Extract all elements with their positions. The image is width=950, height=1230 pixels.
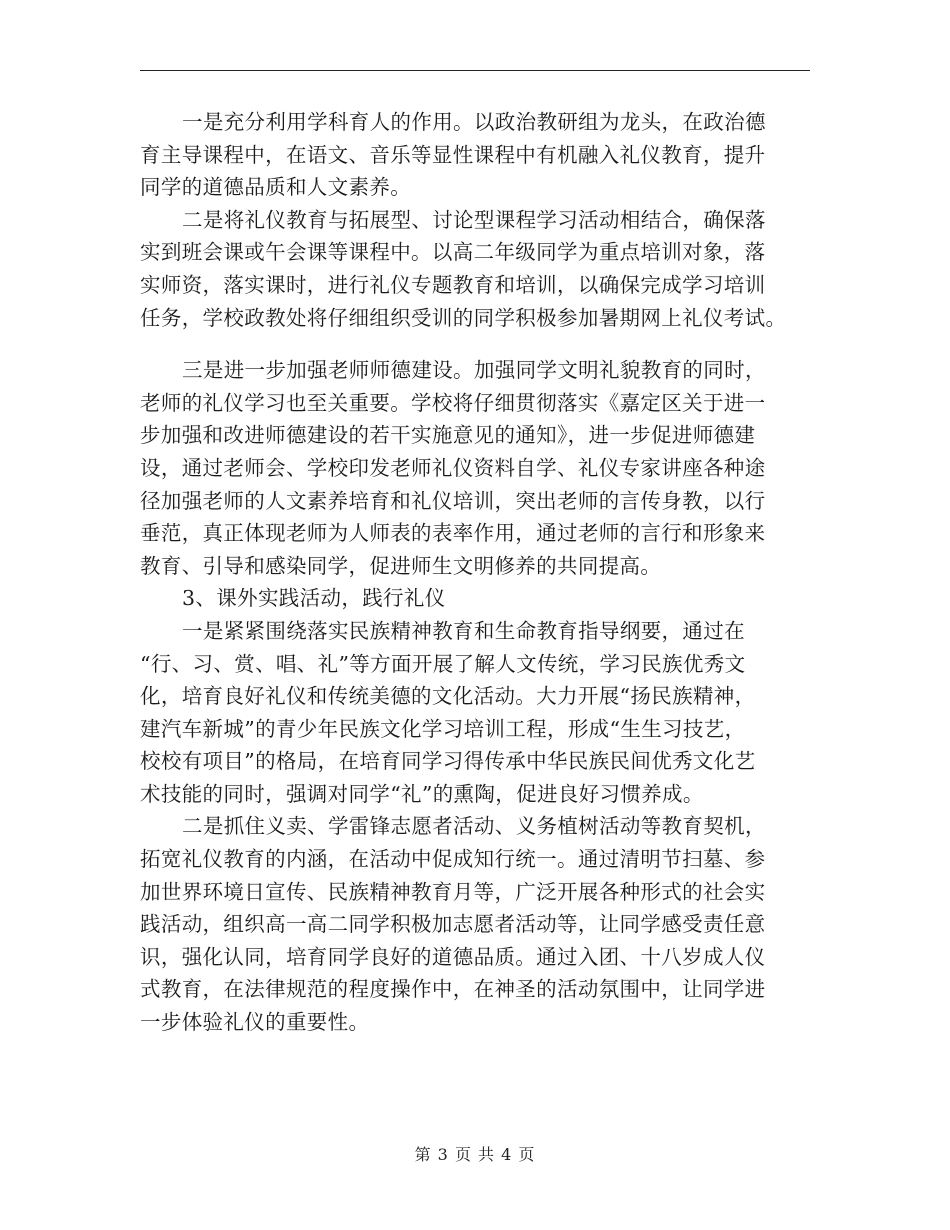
page-number-footer: 第 3 页 共 4 页	[414, 1145, 536, 1164]
text-line: 育主导课程中，在语文、音乐等显性课程中有机融入礼仪教育，提升	[140, 142, 766, 167]
text-line: 拓宽礼仪教育的内涵，在活动中促成知行统一。通过清明节扫墓、参	[140, 847, 766, 872]
text-line: 径加强老师的人文素养培育和礼仪培训，突出老师的言传身教，以行	[140, 488, 766, 513]
text-line: 术技能的同时，强调对同学“礼”的熏陶，促进良好习惯养成。	[140, 781, 704, 806]
text-line: 加世界环境日宣传、民族精神教育月等，广泛开展各种形式的社会实	[140, 879, 766, 904]
text-line: 一是充分利用学科育人的作用。以政治教研组为龙头，在政治德	[182, 110, 766, 134]
text-line: 建汽车新城”的青少年民族文化学习培训工程，形成“生生习技艺，	[140, 716, 746, 741]
text-line: 二是抓住义卖、学雷锋志愿者活动、义务植树活动等教育契机，	[182, 814, 766, 839]
document-body	[140, 106, 810, 1039]
text-line: 校校有项目”的格局，在培育同学习得传承中华民族民间优秀文化艺	[140, 749, 756, 774]
text-line: 三是进一步加强老师师德建设。加强同学文明礼貌教育的同时，	[182, 358, 766, 383]
text-line: 一步体验礼仪的重要性。	[140, 1010, 370, 1035]
text-line: 式教育，在法律规范的程度操作中，在神圣的活动氛围中，让同学进	[140, 977, 766, 1002]
text-line: 识，强化认同，培育同学良好的道德品质。通过入团、十八岁成人仪	[140, 944, 766, 969]
text-line: 二是将礼仪教育与拓展型、讨论型课程学习活动相结合，确保落	[182, 207, 766, 232]
text-line: 老师的礼仪学习也至关重要。学校将仔细贯彻落实《嘉定区关于进一	[140, 390, 766, 415]
text-line: 实师资，落实课时，进行礼仪专题教育和培训，以确保完成学习培训	[140, 272, 766, 297]
text-line: 垂范，真正体现老师为人师表的表率作用，通过老师的言行和形象来	[140, 521, 766, 546]
text-line: 步加强和改进师德建设的若干实施意见的通知》，进一步促进师德建	[140, 423, 756, 448]
text-line: 同学的道德品质和人文素养。	[140, 175, 412, 200]
text-line: 设，通过老师会、学校印发老师礼仪资料自学、礼仪专家讲座各种途	[140, 455, 766, 480]
text-line: 化，培育良好礼仪和传统美德的文化活动。大力开展“扬民族精神，	[140, 684, 756, 709]
section-heading: 3、课外实践活动，践行礼仪	[182, 586, 446, 611]
text-line: 教育、引导和感染同学，促进师生文明修养的共同提高。	[140, 553, 662, 578]
text-line: “行、习、赏、唱、礼”等方面开展了解人文传统，学习民族优秀文	[140, 651, 746, 676]
text-line: 实到班会课或午会课等课程中。以高二年级同学为重点培训对象，落	[140, 240, 766, 265]
text-line: 一是紧紧围绕落实民族精神教育和生命教育指导纲要，通过在	[182, 618, 745, 643]
text-line: 任务，学校政教处将仔细组织受训的同学积极参加暑期网上礼仪考试。	[140, 305, 787, 330]
header-rule	[140, 70, 810, 71]
paragraph-gap	[140, 334, 810, 354]
text-line: 践活动，组织高一高二同学积极加志愿者活动等，让同学感受责任意	[140, 912, 766, 937]
